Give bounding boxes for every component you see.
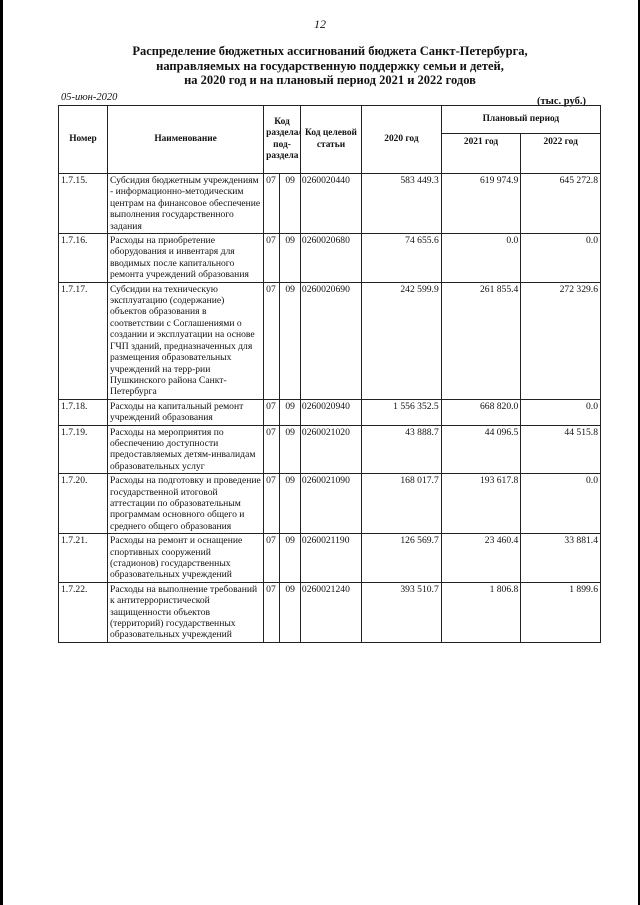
row-target-code: 0260020690 xyxy=(300,282,361,399)
budget-table xyxy=(58,105,601,643)
row-subsection: 09 xyxy=(280,474,300,534)
row-number: 1.7.20. xyxy=(59,474,108,534)
row-2021: 193 617.8 xyxy=(441,474,521,534)
table-row xyxy=(59,174,601,234)
table-row xyxy=(59,582,601,642)
scan-left-edge xyxy=(0,0,3,905)
row-number: 1.7.22. xyxy=(59,582,108,642)
row-2022: 0.0 xyxy=(521,399,601,425)
row-section: 07 xyxy=(264,282,280,399)
row-2020: 74 655.6 xyxy=(362,234,442,283)
row-name: Расходы на приобретение оборудования и инвентаря для вводимых после капитального ремонта учреждений образования xyxy=(107,234,263,283)
header-section-code: Код раздела/ под- раздела xyxy=(264,106,301,174)
row-subsection: 09 xyxy=(280,534,300,583)
header-target-code: Код целевой статьи xyxy=(300,106,361,174)
row-target-code: 0260020440 xyxy=(300,174,361,234)
row-section: 07 xyxy=(264,582,280,642)
row-number: 1.7.16. xyxy=(59,234,108,283)
row-subsection: 09 xyxy=(280,282,300,399)
row-number: 1.7.17. xyxy=(59,282,108,399)
row-target-code: 0260020940 xyxy=(300,399,361,425)
row-name: Субсидии на техническую эксплуатацию (содержание) объектов образования в соответствии с Соглашениями о создании и эксплуатации на основе ГЧП зданий, предназначенных для размещения образовательных учреждений на терр-рии Пушкинского района Санкт-Петербурга xyxy=(107,282,263,399)
table-row xyxy=(59,425,601,474)
header-name: Наименование xyxy=(107,106,263,174)
row-name: Расходы на ремонт и оснащение спортивных сооружений (стадионов) государственных образовательных учреждений xyxy=(107,534,263,583)
row-2021: 23 460.4 xyxy=(441,534,521,583)
row-2021: 44 096.5 xyxy=(441,425,521,474)
header-planned-period: Плановый период xyxy=(441,106,600,134)
title-line-1: Распределение бюджетных ассигнований бюджета Санкт-Петербурга, xyxy=(132,44,528,58)
row-target-code: 0260021090 xyxy=(300,474,361,534)
title-line-2: направляемых на государственную поддержку семьи и детей, xyxy=(156,58,504,73)
row-2021: 261 855.4 xyxy=(441,282,521,399)
row-2020: 126 569.7 xyxy=(362,534,442,583)
row-target-code: 0260021240 xyxy=(300,582,361,642)
title-line-3: на 2020 год и на плановый период 2021 и 2022 годов xyxy=(184,73,476,87)
table-row xyxy=(59,234,601,283)
row-number: 1.7.19. xyxy=(59,425,108,474)
page-number: 12 xyxy=(314,17,326,31)
row-2020: 43 888.7 xyxy=(362,425,442,474)
row-2021: 0.0 xyxy=(441,234,521,283)
row-section: 07 xyxy=(264,399,280,425)
row-target-code: 0260021190 xyxy=(300,534,361,583)
row-2022: 33 881.4 xyxy=(521,534,601,583)
table-row xyxy=(59,474,601,534)
row-2022: 0.0 xyxy=(521,474,601,534)
table-row xyxy=(59,282,601,399)
row-2020: 393 510.7 xyxy=(362,582,442,642)
row-2022: 645 272.8 xyxy=(521,174,601,234)
row-name: Расходы на подготовку и проведение государственной итоговой аттестации по образовательным программам основного общего и среднего общего образования xyxy=(107,474,263,534)
row-name: Расходы на капитальный ремонт учреждений образования xyxy=(107,399,263,425)
row-name: Расходы на выполнение требований к антитеррористической защищенности объектов (территорий) государственных образовательных учреждений xyxy=(107,582,263,642)
row-section: 07 xyxy=(264,234,280,283)
row-subsection: 09 xyxy=(280,582,300,642)
row-number: 1.7.21. xyxy=(59,534,108,583)
row-target-code: 0260021020 xyxy=(300,425,361,474)
row-2020: 242 599.9 xyxy=(362,282,442,399)
row-2021: 668 820.0 xyxy=(441,399,521,425)
row-subsection: 09 xyxy=(280,399,300,425)
row-section: 07 xyxy=(264,474,280,534)
row-2021: 1 806.8 xyxy=(441,582,521,642)
row-2021: 619 974.9 xyxy=(441,174,521,234)
row-2022: 272 329.6 xyxy=(521,282,601,399)
row-name: Расходы на мероприятия по обеспечению доступности предоставляемых детям-инвалидам образовательных услуг xyxy=(107,425,263,474)
row-2020: 168 017.7 xyxy=(362,474,442,534)
header-2022: 2022 год xyxy=(521,134,601,174)
row-2022: 0.0 xyxy=(521,234,601,283)
row-subsection: 09 xyxy=(280,425,300,474)
row-name: Субсидия бюджетным учреждениям - информационно-методическим центрам на финансовое обеспечение выполнения государственного задания xyxy=(107,174,263,234)
row-subsection: 09 xyxy=(280,234,300,283)
row-2022: 44 515.8 xyxy=(521,425,601,474)
header-2020: 2020 год xyxy=(362,106,442,174)
row-section: 07 xyxy=(264,174,280,234)
row-2022: 1 899.6 xyxy=(521,582,601,642)
document-date: 05-июн-2020 xyxy=(61,92,118,103)
row-number: 1.7.18. xyxy=(59,399,108,425)
row-subsection: 09 xyxy=(280,174,300,234)
units-label: (тыс. руб.) xyxy=(537,96,586,107)
row-2020: 1 556 352.5 xyxy=(362,399,442,425)
row-2020: 583 449.3 xyxy=(362,174,442,234)
row-number: 1.7.15. xyxy=(59,174,108,234)
row-section: 07 xyxy=(264,534,280,583)
header-2021: 2021 год xyxy=(441,134,521,174)
document-title xyxy=(60,44,600,88)
table-row xyxy=(59,399,601,425)
header-number: Номер xyxy=(59,106,108,174)
table-row xyxy=(59,534,601,583)
row-target-code: 0260020680 xyxy=(300,234,361,283)
row-section: 07 xyxy=(264,425,280,474)
